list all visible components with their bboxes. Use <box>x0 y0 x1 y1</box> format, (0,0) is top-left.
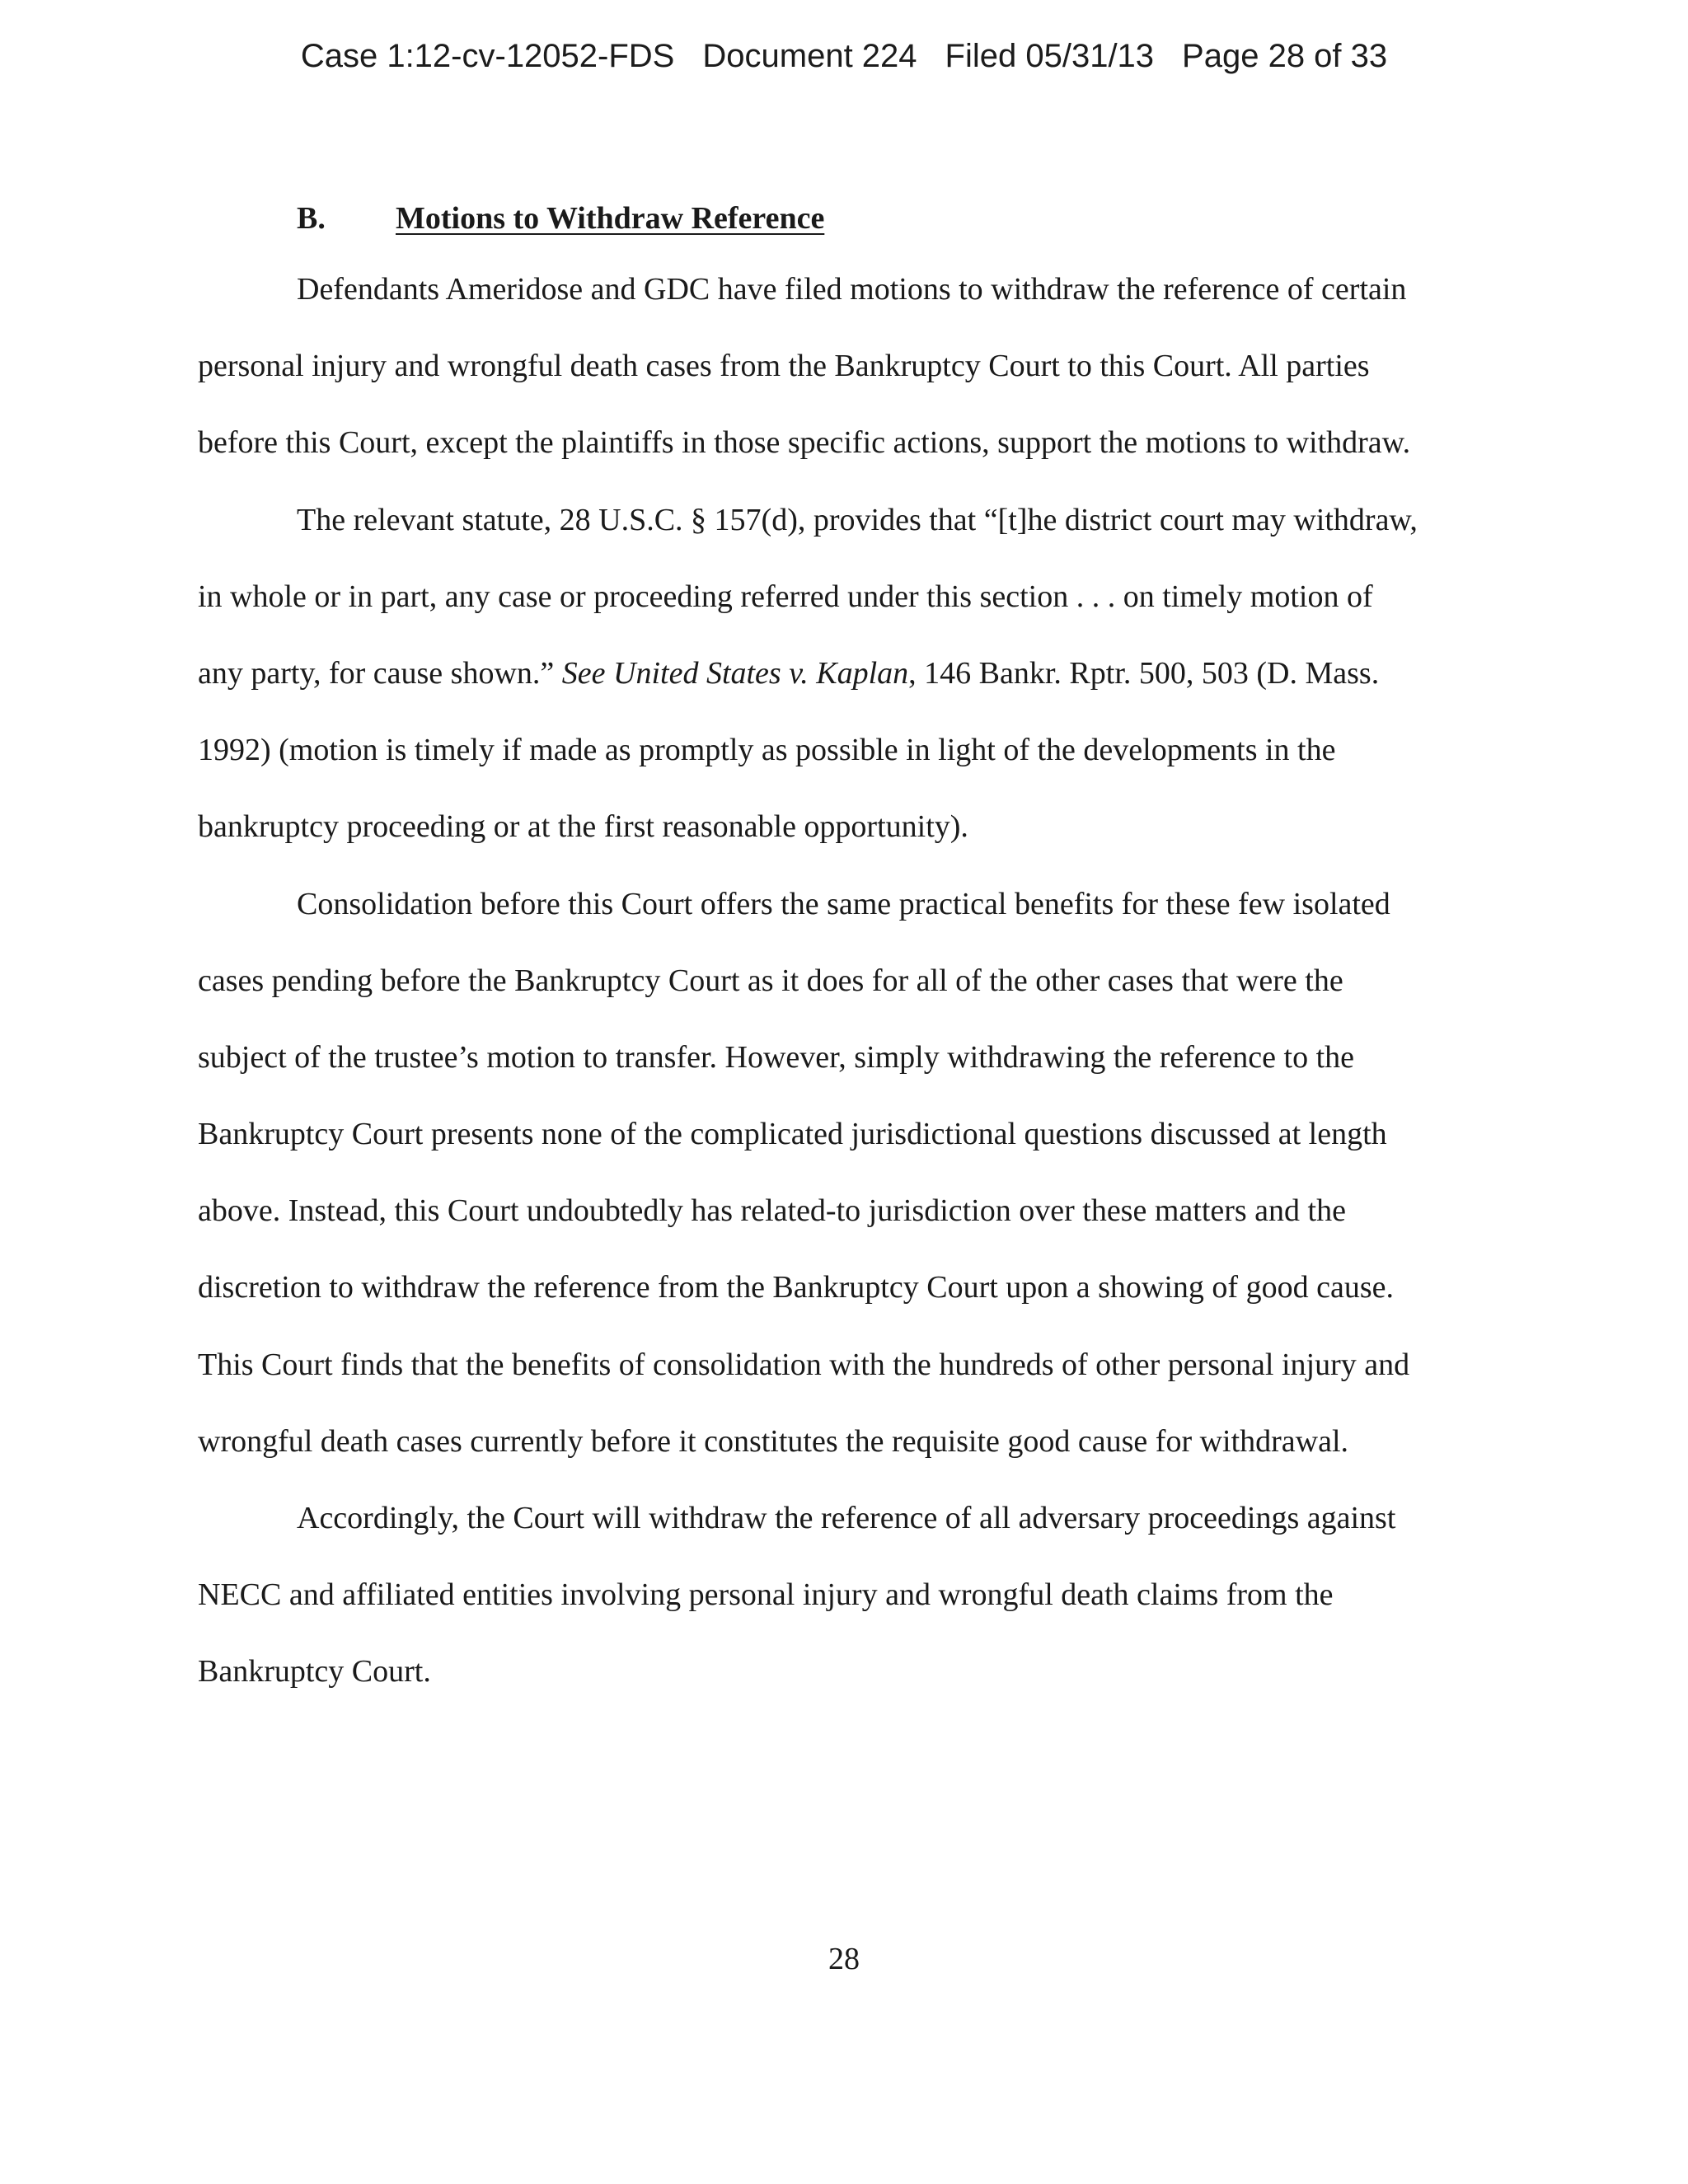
text-line: 1992) (motion is timely if made as promptly as possible in light of the developments in the <box>198 733 1336 768</box>
page-number: 28 <box>828 1942 860 1976</box>
text-run: , 146 Bankr. Rptr. 500, 503 (D. Mass. <box>908 655 1380 691</box>
paragraph <box>198 251 1500 482</box>
text-line: The relevant statute, 28 U.S.C. § 157(d), provides that “[t]he district court may withdraw, <box>297 502 1418 537</box>
text-line: discretion to withdraw the reference from the Bankruptcy Court upon a showing of good cause. <box>198 1270 1394 1305</box>
text-line: bankruptcy proceeding or at the first reasonable opportunity). <box>198 809 968 845</box>
text-line: This Court finds that the benefits of consolidation with the hundreds of other personal injury and <box>198 1347 1410 1382</box>
citation-line <box>198 635 1500 712</box>
text-line: Bankruptcy Court presents none of the complicated jurisdictional questions discussed at length <box>198 1117 1387 1152</box>
page-count: Page 28 of 33 <box>1182 38 1388 74</box>
text-line: Consolidation before this Court offers the same practical benefits for these few isolated <box>297 886 1390 921</box>
section-heading <box>198 185 1500 251</box>
text-line: wrongful death cases currently before it constitutes the requisite good cause for withdrawal. <box>198 1423 1349 1459</box>
paragraph <box>198 1480 1500 1711</box>
text-line: NECC and affiliated entities involving personal injury and wrongful death claims from the <box>198 1577 1334 1613</box>
text-line: above. Instead, this Court undoubtedly has related-to jurisdiction over these matters and the <box>198 1193 1346 1229</box>
text-line: cases pending before the Bankruptcy Court as it does for all of the other cases that were the <box>198 963 1343 998</box>
case-citation: See United States v. Kaplan <box>561 655 909 691</box>
text-line: subject of the trustee’s motion to transfer. However, simply withdrawing the reference to the <box>198 1039 1355 1075</box>
document-body <box>198 185 1500 1711</box>
text-line: Defendants Ameridose and GDC have filed motions to withdraw the reference of certain <box>297 272 1407 307</box>
text-line: in whole or in part, any case or proceeding referred under this section . . . on timely motion of <box>198 579 1373 614</box>
paragraph <box>198 482 1500 866</box>
document-number: Document 224 <box>702 38 917 74</box>
filed-date: Filed 05/31/13 <box>945 38 1155 74</box>
paragraph <box>198 866 1500 1481</box>
text-line: personal injury and wrongful death cases from the Bankruptcy Court to this Court. All parties <box>198 349 1370 384</box>
section-label: B. <box>297 201 326 236</box>
text-line: before this Court, except the plaintiffs in those specific actions, support the motions to withdraw. <box>198 425 1411 461</box>
text-line: Bankruptcy Court. <box>198 1654 431 1690</box>
text-run: any party, for cause shown.” <box>198 655 562 691</box>
case-header <box>0 38 1688 75</box>
section-title: Motions to Withdraw Reference <box>396 201 825 236</box>
text-line: Accordingly, the Court will withdraw the reference of all adversary proceedings against <box>297 1501 1396 1535</box>
case-number: Case 1:12-cv-12052-FDS <box>300 38 675 74</box>
